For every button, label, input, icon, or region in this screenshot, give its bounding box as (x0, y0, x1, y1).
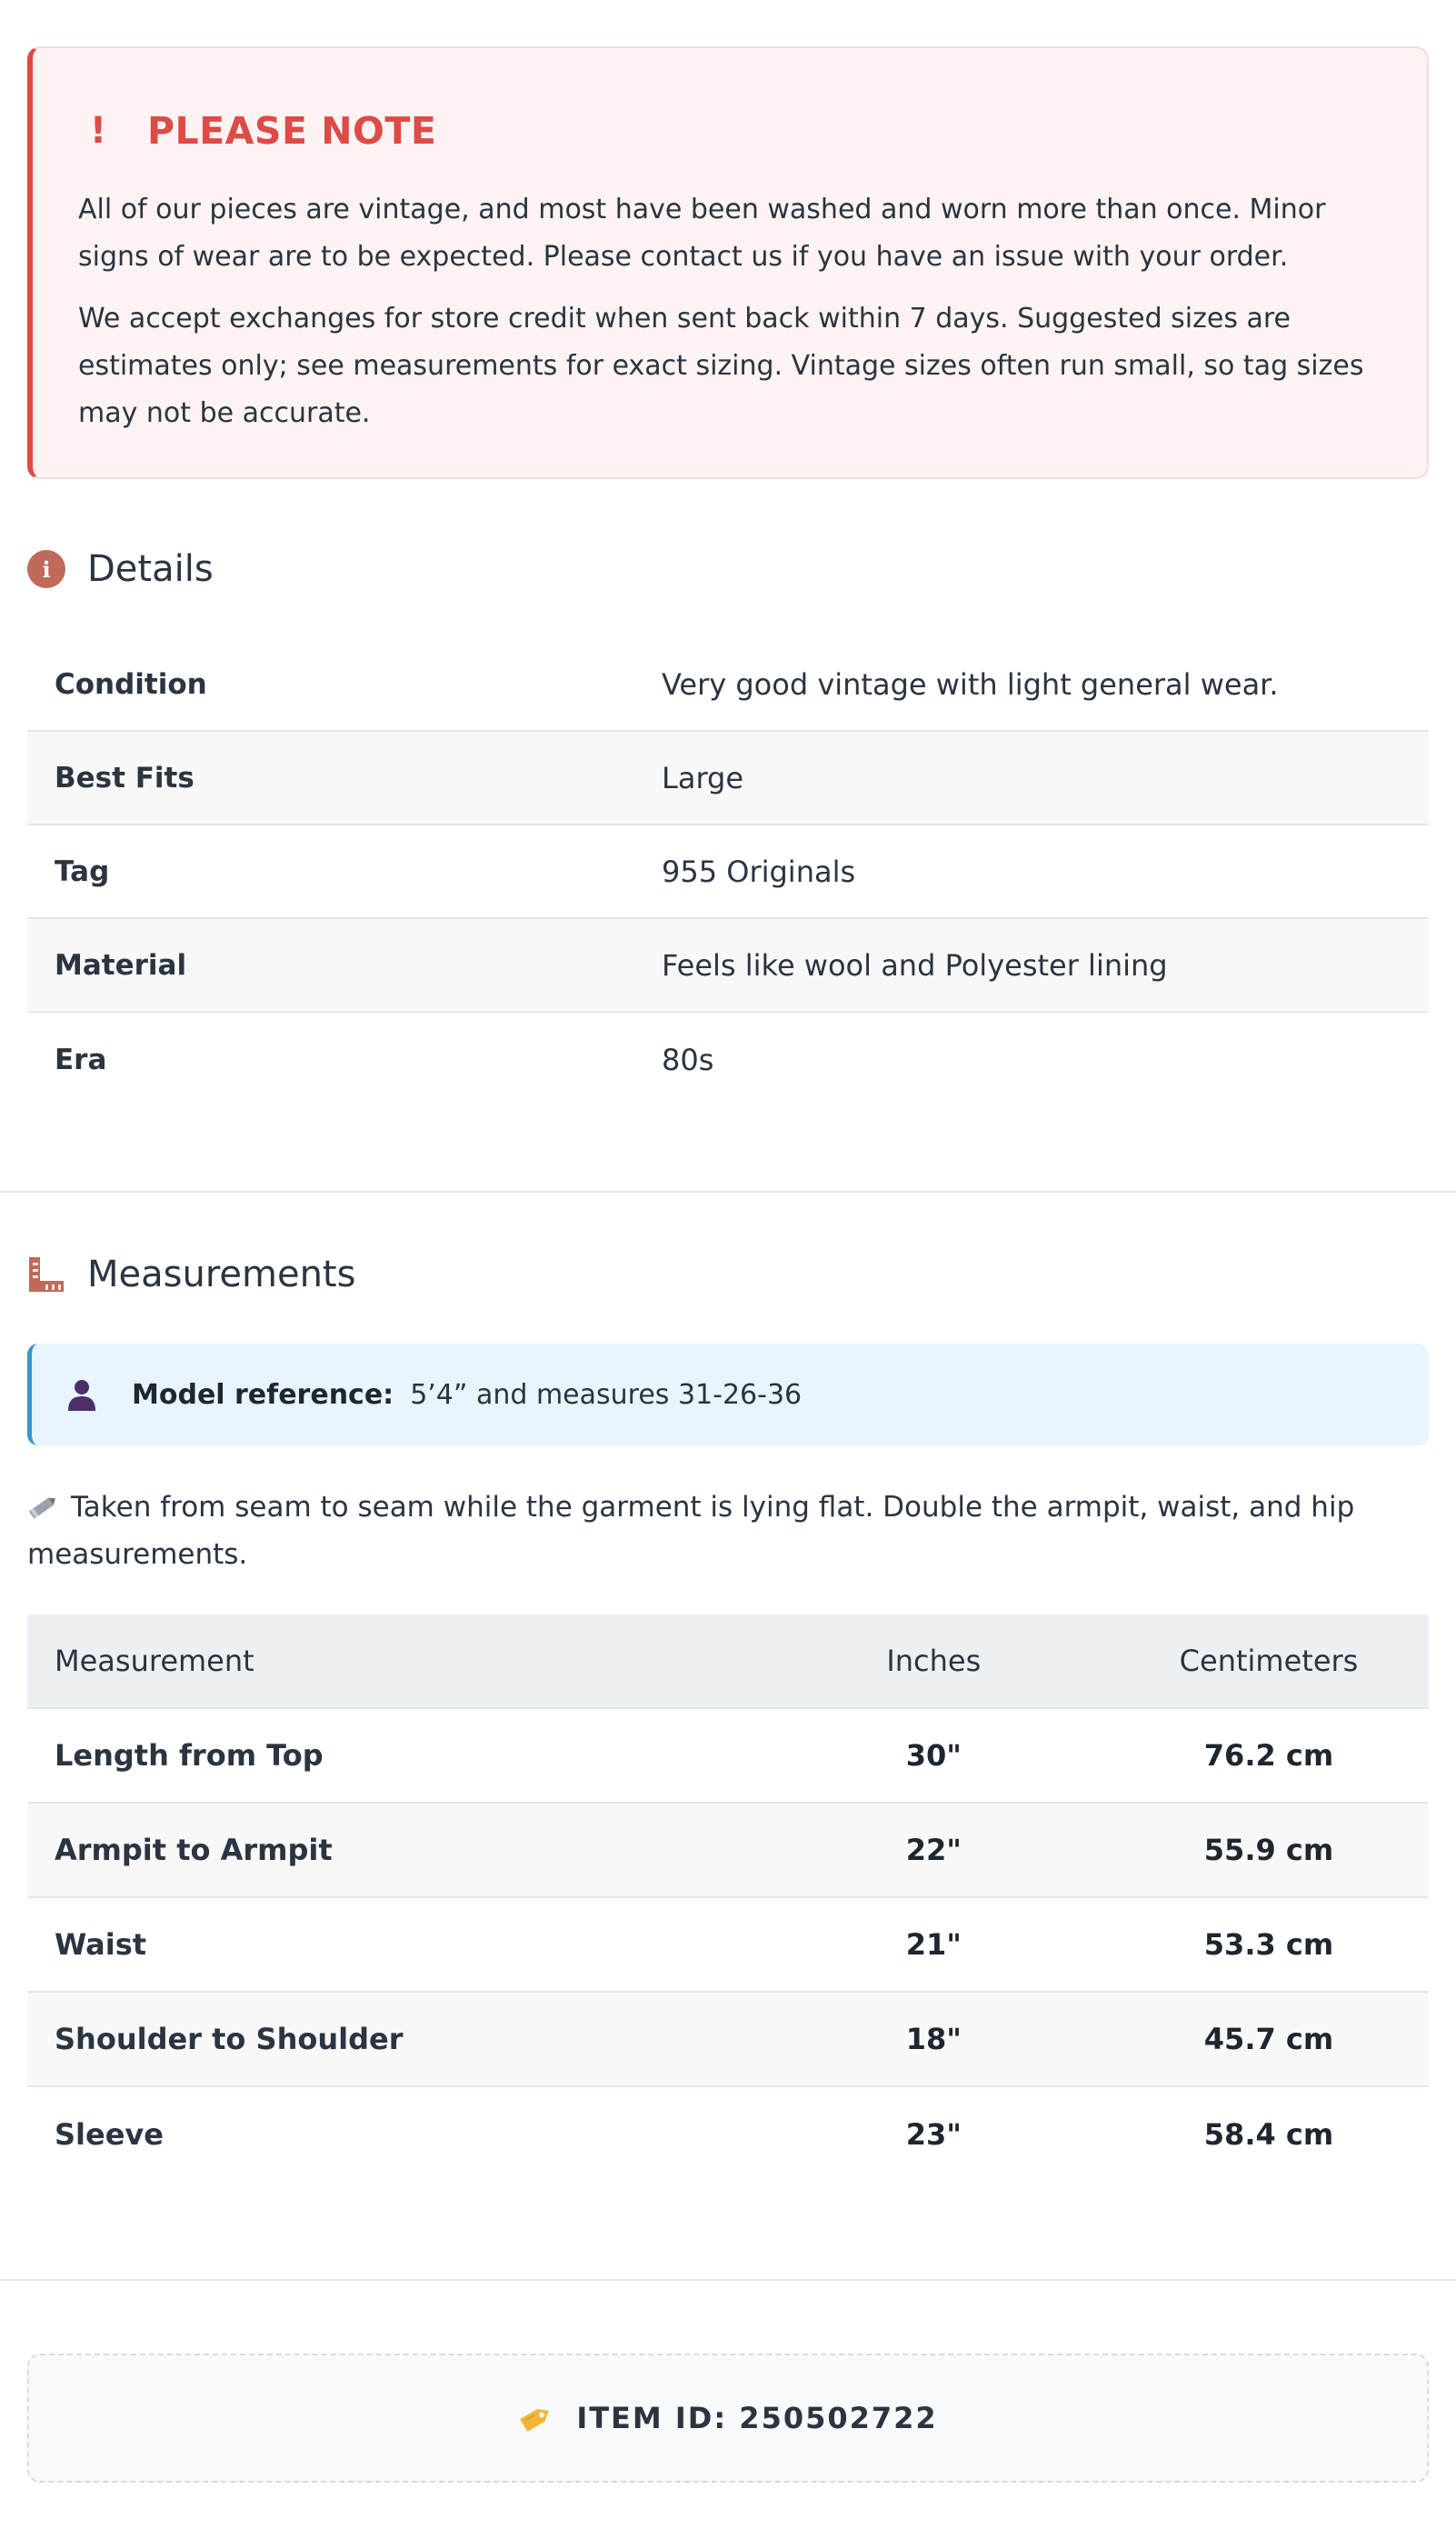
details-value: Very good vintage with light general wear. (662, 666, 1279, 702)
section-divider (0, 2279, 1456, 2281)
measurement-inches: 22" (905, 1833, 962, 1867)
info-icon: i (27, 550, 65, 588)
measurement-name: Armpit to Armpit (55, 1833, 333, 1867)
column-header: Measurement (55, 1644, 254, 1678)
notice-title: PLEASE NOTE (147, 109, 437, 153)
model-reference-box (27, 1344, 1429, 1445)
measurement-inches: 21" (905, 1927, 962, 1962)
page-content (27, 46, 1429, 1106)
details-label: Material (55, 948, 187, 982)
details-label: Condition (55, 667, 207, 701)
model-reference-label: Model reference: (132, 1378, 394, 1411)
details-header (27, 542, 1429, 596)
details-value: 80s (662, 1042, 714, 1077)
item-id-section (27, 2354, 1429, 2483)
table-row (27, 1804, 1429, 1898)
measurement-cm: 76.2 cm (1203, 1738, 1334, 1773)
details-label: Era (55, 1043, 107, 1076)
details-row (27, 638, 1429, 732)
tag-icon (518, 2402, 554, 2434)
details-row (27, 919, 1429, 1013)
measurement-note-text: Taken from seam to seam while the garment is lying flat. Double the armpit, waist, and hip measurements. (27, 1491, 1355, 1571)
details-row (27, 825, 1429, 919)
details-value: 955 Originals (662, 854, 856, 889)
table-header-row (27, 1614, 1429, 1709)
measurement-name: Shoulder to Shoulder (55, 2022, 404, 2056)
measurement-name: Length from Top (55, 1738, 324, 1773)
measurement-inches: 18" (905, 2022, 962, 2056)
column-header: Inches (886, 1644, 982, 1678)
measurements-header (27, 1247, 1429, 1302)
notice-paragraph: All of our pieces are vintage, and most have been washed and worn more than once. Minor signs of wear are to be expected. Please contact us if you have an issue with your order. (78, 194, 1326, 273)
measurement-name: Sleeve (55, 2117, 164, 2152)
measurement-cm: 45.7 cm (1203, 2022, 1334, 2056)
item-id-box (27, 2354, 1429, 2483)
exclamation-icon: ! (89, 110, 107, 152)
details-table (27, 638, 1429, 1106)
table-row (27, 1993, 1429, 2087)
details-title: Details (87, 548, 214, 590)
details-row (27, 1013, 1429, 1106)
person-icon (66, 1378, 97, 1411)
details-label: Best Fits (55, 761, 194, 795)
section-divider (0, 1191, 1456, 1193)
measurement-cm: 58.4 cm (1203, 2117, 1334, 2152)
model-reference-value: 5’4” and measures 31-26-36 (410, 1378, 803, 1411)
table-row (27, 1709, 1429, 1804)
details-value: Large (662, 760, 744, 795)
details-label: Tag (55, 855, 110, 888)
notice-header (78, 99, 1381, 163)
measurements-title: Measurements (87, 1254, 356, 1295)
notice-paragraph: We accept exchanges for store credit when sent back within 7 days. Suggested sizes are estimates only; see measurements for exact sizing. Vintage sizes often run small, so tag sizes may not be accurate. (78, 303, 1364, 429)
measurement-name: Waist (55, 1927, 147, 1962)
item-id-text: ITEM ID: 250502722 (576, 2401, 938, 2435)
measurement-cm: 55.9 cm (1203, 1833, 1334, 1867)
pencil-icon (27, 1494, 58, 1520)
ruler-icon (27, 1255, 65, 1294)
measurement-note (27, 1484, 1429, 1578)
measurements-table (27, 1614, 1429, 2182)
measurements-section (27, 1247, 1429, 2182)
table-row (27, 2087, 1429, 2182)
please-note-box (27, 46, 1429, 479)
details-row (27, 732, 1429, 825)
column-header: Centimeters (1179, 1644, 1359, 1678)
details-value: Feels like wool and Polyester lining (662, 947, 1168, 983)
measurement-cm: 53.3 cm (1203, 1927, 1334, 1962)
measurement-inches: 23" (905, 2117, 962, 2152)
measurement-inches: 30" (905, 1738, 962, 1773)
table-row (27, 1898, 1429, 1993)
